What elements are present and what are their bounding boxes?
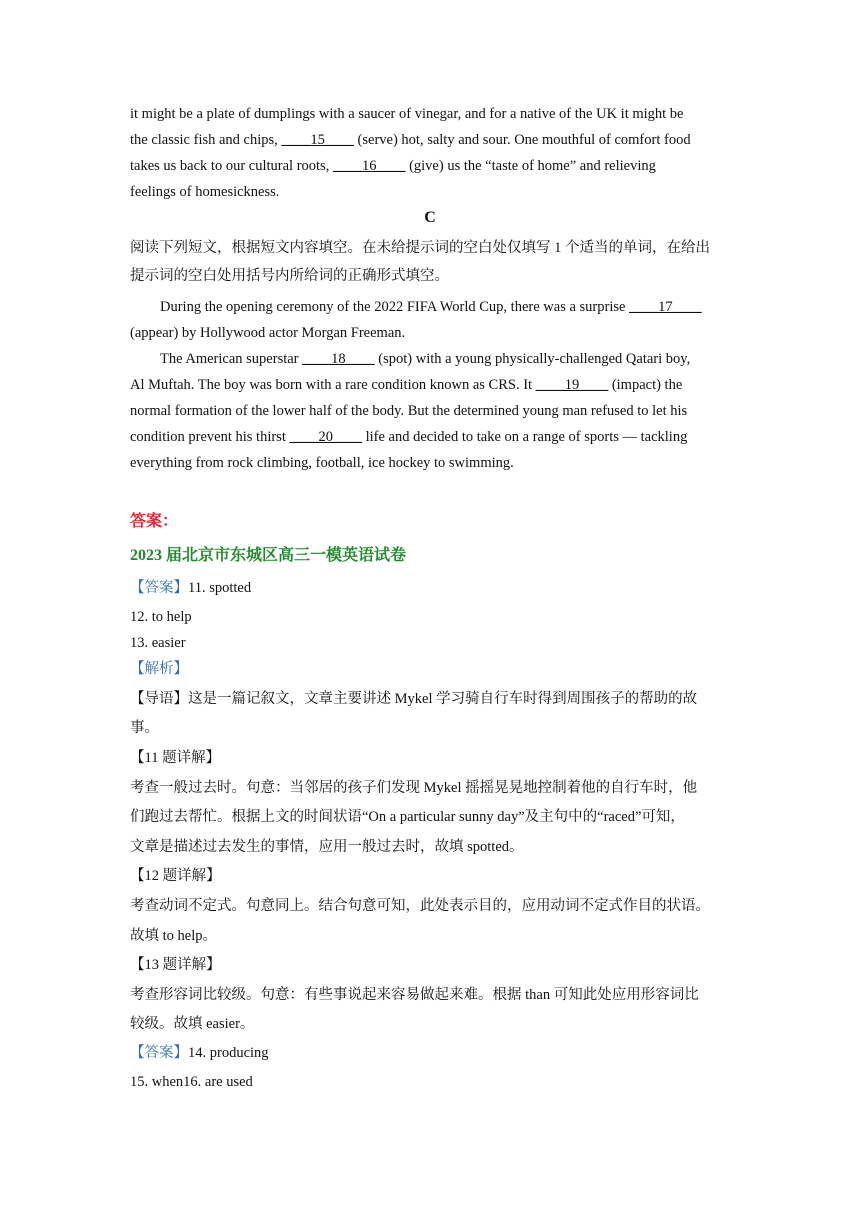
passage-line: normal formation of the lower half of the body. But the determined young man refused to let his [130,403,688,419]
analysis-tag: 【解析】 [130,661,188,677]
section-heading: C [424,209,436,226]
analysis-line: 考查形容词比较级。句意：有些事说起来容易做起来难。根据 than 可知此处应用形容词比 [130,987,699,1003]
answers-heading: 答案： [130,513,179,530]
blank-20: ____20____ [289,429,362,445]
passage-line: feelings of homesickness. [130,184,280,200]
exam-title: 2023 届北京市东城区高三一模英语试卷 [130,547,407,564]
passage-line: takes us back to our cultural roots, ____16____ (give) us the “taste of home” and relieving [130,158,656,174]
answer-tag: 【答案】 [130,1045,188,1061]
blank-19: ____19____ [535,377,609,393]
analysis-line: 考查动词不定式。句意同上。结合句意可知，此处表示目的，应用动词不定式作目的状语。 [130,898,710,914]
passage-line: Al Muftah. The boy was born with a rare condition known as CRS. It ____19____ (impact) the [130,377,683,393]
analysis-line: 【导语】这是一篇记叙文，文章主要讲述 Mykel 学习骑自行车时得到周围孩子的帮助的故 [130,691,698,707]
answer-line: 15. when16. are used [130,1074,253,1090]
passage-line: everything from rock climbing, football, ice hockey to swimming. [130,455,514,471]
answer-tag: 【答案】 [130,580,188,596]
blank-15: ____15____ [281,132,354,148]
analysis-line: 较级。故填 easier。 [130,1016,255,1032]
analysis-line: 故填 to help。 [130,928,217,944]
blank-17: ____17____ [629,299,702,315]
analysis-line: 考查一般过去时。句意：当邻居的孩子们发现 Mykel 摇摇晃晃地控制着他的自行车时，他 [130,780,698,796]
blank-16: ____16____ [332,158,406,174]
question-detail-heading: 【12 题详解】 [130,868,221,884]
answer-line: 13. easier [130,635,186,651]
instruction-line: 提示词的空白处用括号内所给词的正确形式填空。 [130,268,449,284]
instruction-line: 阅读下列短文，根据短文内容填空。在未给提示词的空白处仅填写 1 个适当的单词，在给出 [130,240,710,256]
question-detail-heading: 【13 题详解】 [130,957,221,973]
blank-18: ____18____ [302,351,375,367]
passage-line: the classic fish and chips, ____15____ (serve) hot, salty and sour. One mouthful of comfort food [130,132,691,148]
passage-line: The American superstar ____18____ (spot) with a young physically-challenged Qatari boy, [160,351,691,367]
analysis-line: 们跑过去帮忙。根据上文的时间状语“On a particular sunny day”及主句中的“raced”可知， [130,809,685,825]
analysis-line: 事。 [130,720,159,736]
question-detail-heading: 【11 题详解】 [130,750,221,766]
passage-line: it might be a plate of dumplings with a saucer of vinegar, and for a native of the UK it might be [130,106,684,122]
answer-line: 12. to help [130,609,192,625]
analysis-line: 文章是描述过去发生的事情，应用一般过去时，故填 spotted。 [130,839,524,855]
passage-line: During the opening ceremony of the 2022 FIFA World Cup, there was a surprise ____17____ [160,299,702,315]
answer-line: 【答案】14. producing [130,1045,269,1061]
passage-line: condition prevent his thirst ____20____ life and decided to take on a range of sports — tackling [130,429,688,445]
answer-line: 【答案】11. spotted [130,580,252,596]
passage-line: (appear) by Hollywood actor Morgan Freeman. [130,325,406,341]
